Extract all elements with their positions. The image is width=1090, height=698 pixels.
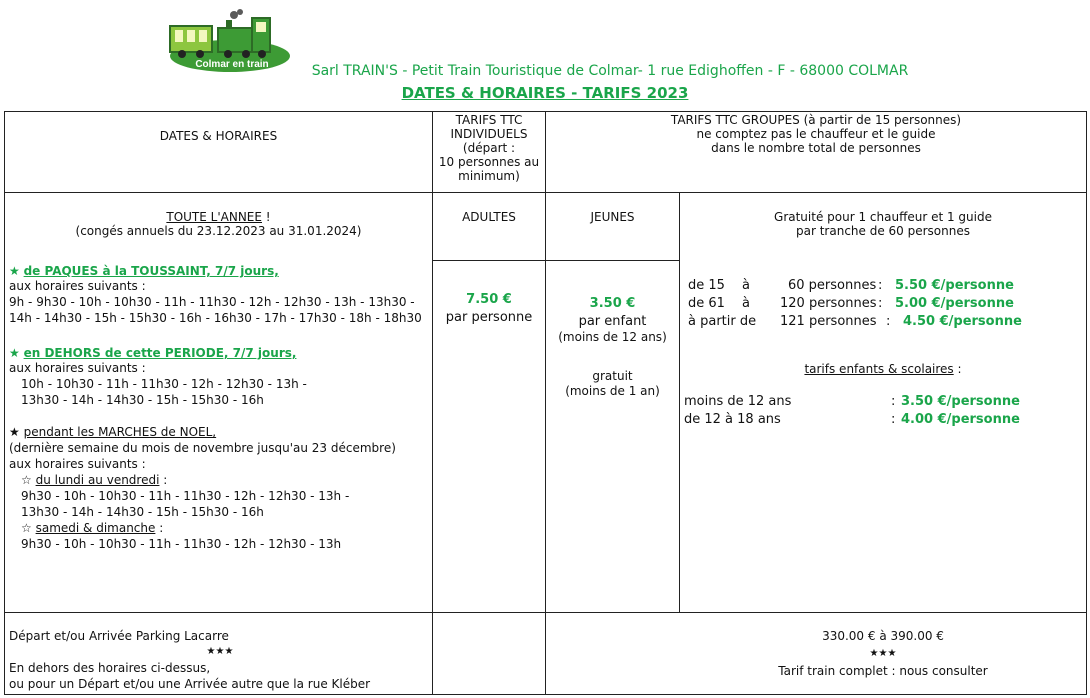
jeunes-free-cond: (moins de 1 an)	[565, 384, 660, 398]
indiv-line: 10 personnes au	[438, 155, 540, 169]
tier-price: 4.50 €/personne	[903, 314, 1022, 329]
section-title: en DEHORS de cette PERIODE, 7/7 jours,	[23, 346, 297, 360]
section-note: (dernière semaine du mois de novembre jusqu'au 23 décembre)	[9, 441, 396, 455]
section-sub: aux horaires suivants :	[9, 457, 146, 471]
col-divider-1	[432, 111, 433, 695]
kids-row	[684, 412, 1080, 428]
jeunes-label: JEUNES	[590, 210, 635, 224]
section-title: pendant les MARCHES de NOEL,	[23, 425, 217, 439]
subsection-colon: :	[159, 473, 168, 487]
times-line: 13h30 - 14h - 14h30 - 15h - 15h30 - 16h	[21, 393, 264, 407]
conges: (congés annuels du 23.12.2023 au 31.01.2024)	[75, 224, 362, 238]
times-line: 9h30 - 10h - 10h30 - 11h - 11h30 - 12h - 12h30 - 13h -	[21, 489, 350, 503]
tier-row	[688, 314, 1078, 330]
table-border-left	[4, 111, 5, 695]
tier-row	[688, 296, 1078, 312]
kids-title-row	[680, 362, 1086, 376]
star-icon: ★	[9, 264, 20, 278]
tier-price: 5.00 €/personne	[895, 296, 1014, 311]
subsection-colon: :	[155, 521, 164, 535]
tier-to: 121 personnes	[780, 314, 877, 329]
year-block	[5, 210, 432, 238]
year-excl: !	[261, 210, 271, 224]
col-divider-2	[545, 111, 546, 695]
kids-label: de 12 à 18 ans	[684, 412, 781, 427]
bottom-stars: ★★★	[206, 646, 234, 657]
kids-title-colon: :	[953, 362, 962, 376]
subsection-title: samedi & dimanche	[35, 521, 156, 535]
tier-row	[688, 278, 1078, 294]
gratuite-line: Gratuité pour 1 chauffeur et 1 guide	[774, 210, 992, 224]
tier-colon: :	[886, 314, 891, 329]
star-outline-icon: ☆	[21, 473, 32, 487]
jeunes-price-block	[546, 296, 679, 398]
indiv-line: INDIVIDUELS	[450, 127, 528, 141]
col-header-indiv	[433, 113, 545, 183]
kids-row	[684, 394, 1080, 410]
bottom-left-line: En dehors des horaires ci-dessus,	[9, 661, 211, 675]
bottom-left	[9, 629, 431, 691]
bottom-stars: ★★★	[869, 648, 897, 659]
times-line: 9h - 9h30 - 10h - 10h30 - 11h - 11h30 - 12h - 12h30 - 13h - 13h30 -	[9, 295, 415, 309]
col-header-groups	[546, 113, 1086, 155]
bottom-left-line: ou pour un Départ et/ou une Arrivée autre que la rue Kléber	[9, 677, 371, 691]
indiv-line: (départ :	[462, 141, 516, 155]
tier-to: 60 personnes	[788, 278, 877, 293]
bottom-right-line: Tarif train complet : nous consulter	[778, 664, 988, 678]
adultes-price-block	[433, 292, 545, 325]
jeunes-price: 3.50 €	[589, 296, 636, 311]
adultes-price: 7.50 €	[466, 292, 512, 307]
logo-text: Colmar en train	[195, 59, 269, 70]
kids-colon: :	[891, 394, 896, 409]
tier-from: à partir de	[688, 314, 757, 329]
tier-sep: à	[742, 296, 750, 311]
indiv-line: TARIFS TTC	[455, 113, 523, 127]
groups-line: TARIFS TTC GROUPES (à partir de 15 personnes)	[670, 113, 962, 127]
times-line: 10h - 10h30 - 11h - 11h30 - 12h - 12h30 - 13h -	[21, 377, 307, 391]
subsection-title: du lundi au vendredi	[35, 473, 160, 487]
tier-to: 120 personnes	[780, 296, 877, 311]
tier-colon: :	[878, 278, 883, 293]
section-dehors	[9, 346, 429, 407]
company-line: Sarl TRAIN'S - Petit Train Touristique de Colmar- 1 rue Edighoffen - F - 68000 COLMAR	[311, 63, 909, 79]
star-icon: ★	[9, 425, 20, 439]
gratuite	[680, 210, 1086, 238]
kids-label: moins de 12 ans	[684, 394, 792, 409]
indiv-line: minimum)	[458, 169, 520, 183]
section-paques	[9, 264, 429, 325]
adultes-unit: par personne	[445, 310, 533, 325]
section-sub: aux horaires suivants :	[9, 361, 146, 375]
star-icon: ★	[9, 346, 20, 360]
times-line: 13h30 - 14h - 14h30 - 15h - 15h30 - 16h	[21, 505, 264, 519]
kids-price: 4.00 €/personne	[901, 412, 1020, 427]
jeunes-unit: par enfant	[578, 314, 647, 329]
page-title: DATES & HORAIRES - TARIFS 2023	[401, 84, 689, 102]
col-header-dates: DATES & HORAIRES	[159, 129, 278, 143]
bottom-left-line: Départ et/ou Arrivée Parking Lacarre	[9, 629, 229, 643]
tier-from: de 61	[688, 296, 725, 311]
bottom-right-line: 330.00 € à 390.00 €	[822, 629, 944, 643]
tier-colon: :	[878, 296, 883, 311]
section-title: de PAQUES à la TOUSSAINT, 7/7 jours,	[23, 264, 279, 278]
times-line: 9h30 - 10h - 10h30 - 11h - 11h30 - 12h - 12h30 - 13h	[21, 537, 342, 551]
gratuite-line: par tranche de 60 personnes	[796, 224, 970, 238]
logo	[160, 8, 292, 78]
section-sub: aux horaires suivants :	[9, 279, 146, 293]
bottom-right	[680, 629, 1086, 678]
table-border-right	[1086, 111, 1087, 695]
kids-price: 3.50 €/personne	[901, 394, 1020, 409]
tier-from: de 15	[688, 278, 725, 293]
tier-price: 5.50 €/personne	[895, 278, 1014, 293]
adult-price-divider	[432, 260, 679, 261]
kids-title: tarifs enfants & scolaires	[804, 362, 954, 376]
star-outline-icon: ☆	[21, 521, 32, 535]
year-title: TOUTE L'ANNEE	[166, 210, 262, 224]
jeunes-cond: (moins de 12 ans)	[558, 330, 667, 344]
section-noel	[9, 425, 429, 551]
adultes-label: ADULTES	[462, 210, 516, 224]
kids-colon: :	[891, 412, 896, 427]
jeunes-free: gratuit	[592, 369, 633, 383]
times-line: 14h - 14h30 - 15h - 15h30 - 16h - 16h30 - 17h - 17h30 - 18h - 18h30	[9, 311, 422, 325]
groups-line: ne comptez pas le chauffeur et le guide	[696, 127, 936, 141]
col-divider-3	[679, 192, 680, 613]
groups-line: dans le nombre total de personnes	[711, 141, 921, 155]
tier-sep: à	[742, 278, 750, 293]
